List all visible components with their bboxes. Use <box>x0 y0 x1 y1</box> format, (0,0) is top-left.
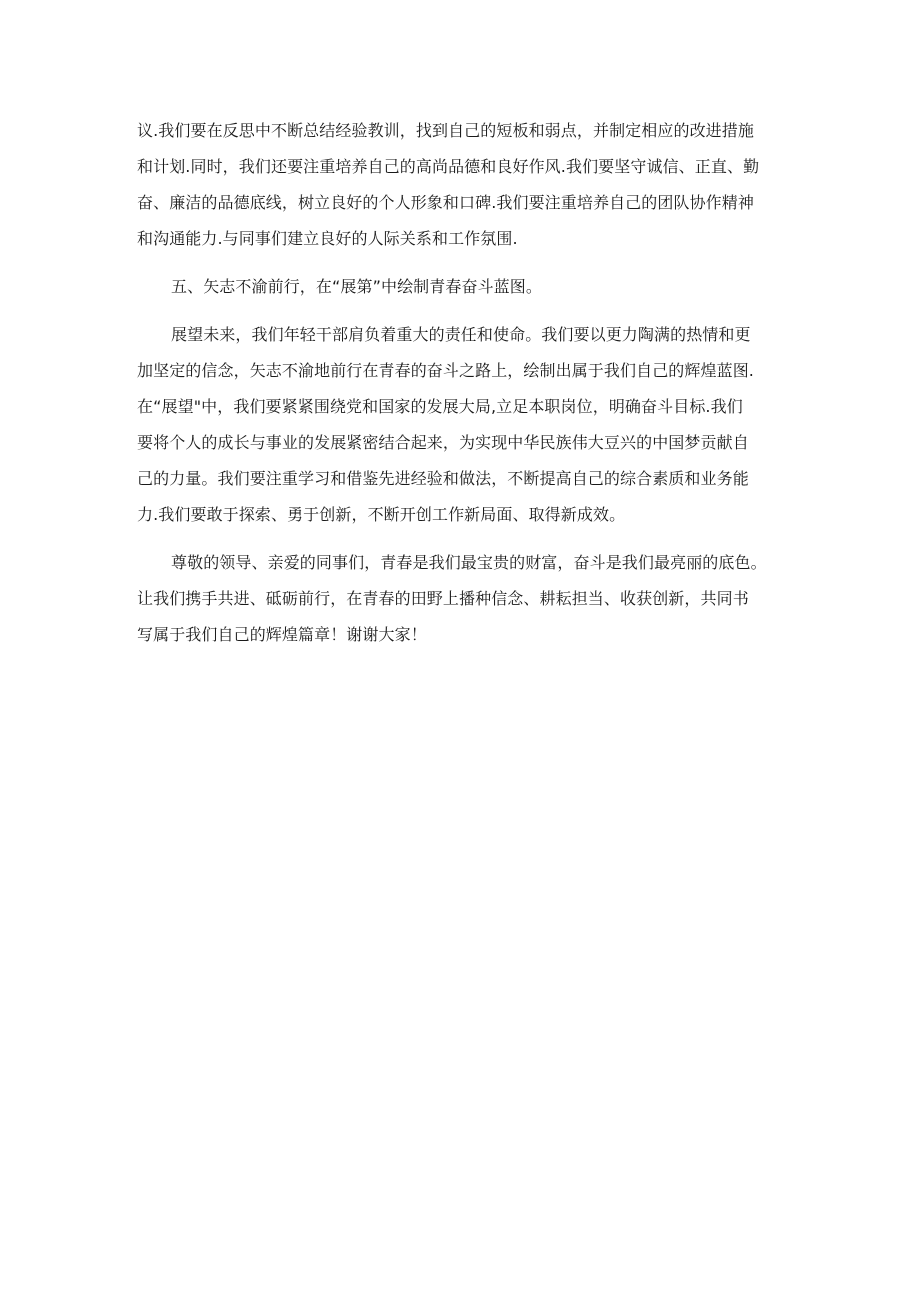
text-line: 在“展望"中，我们要紧紧围绕党和国家的发展大局,立足本职岗位，明确奋斗目标.我们 <box>137 397 743 416</box>
text-line: 和计划.同时，我们还要注重培养自己的高尚品德和良好作风.我们要坚守诚信、正直、勤 <box>137 157 760 176</box>
paragraph-reflection-continuation <box>137 113 797 257</box>
text-line: 尊敬的领导、亲爱的同事们，青春是我们最宝贵的财富，奋斗是我们最亮丽的底色。 <box>171 553 767 572</box>
text-line: 让我们携手共进、砥砺前行，在青春的田野上播种信念、耕耘担当、收获创新，共同书 <box>137 589 749 608</box>
section-heading-text: 五、矢志不渝前行，在“展第”中绘制青春奋斗蓝图。 <box>171 277 542 296</box>
paragraph-closing <box>137 545 797 653</box>
paragraph-outlook <box>137 317 797 533</box>
text-line: 和沟通能力.与同事们建立良好的人际关系和工作氛围. <box>137 229 518 248</box>
text-line: 己的力量。我们要注重学习和借鉴先进经验和做法，不断提高自己的综合素质和业务能 <box>137 469 749 488</box>
section-heading-five <box>137 269 797 305</box>
text-line: 力.我们要敢于探索、勇于创新，不断开创工作新局面、取得新成效。 <box>137 505 626 524</box>
document-body <box>137 113 797 653</box>
text-line: 要将个人的成长与事业的发展紧密结合起来，为实现中华民族伟大豆兴的中国梦贡献自 <box>137 433 749 452</box>
text-line: 展望未来，我们年轻干部肩负着重大的责任和使命。我们要以更力陶满的热情和更 <box>171 325 751 344</box>
text-line: 奋、廉洁的品德底线，树立良好的个人形象和口碑.我们要注重培养自己的团队协作精神 <box>137 193 754 212</box>
text-line: 议.我们要在反思中不断总结经验教训，找到自己的短板和弱点，并制定相应的改进措施 <box>137 121 754 140</box>
text-line: 写属于我们自己的辉煌篇章！谢谢大家！ <box>137 625 427 644</box>
text-line: 加坚定的信念，矢志不渝地前行在青春的奋斗之路上，绘制出属于我们自己的辉煌蓝图. <box>137 361 754 380</box>
